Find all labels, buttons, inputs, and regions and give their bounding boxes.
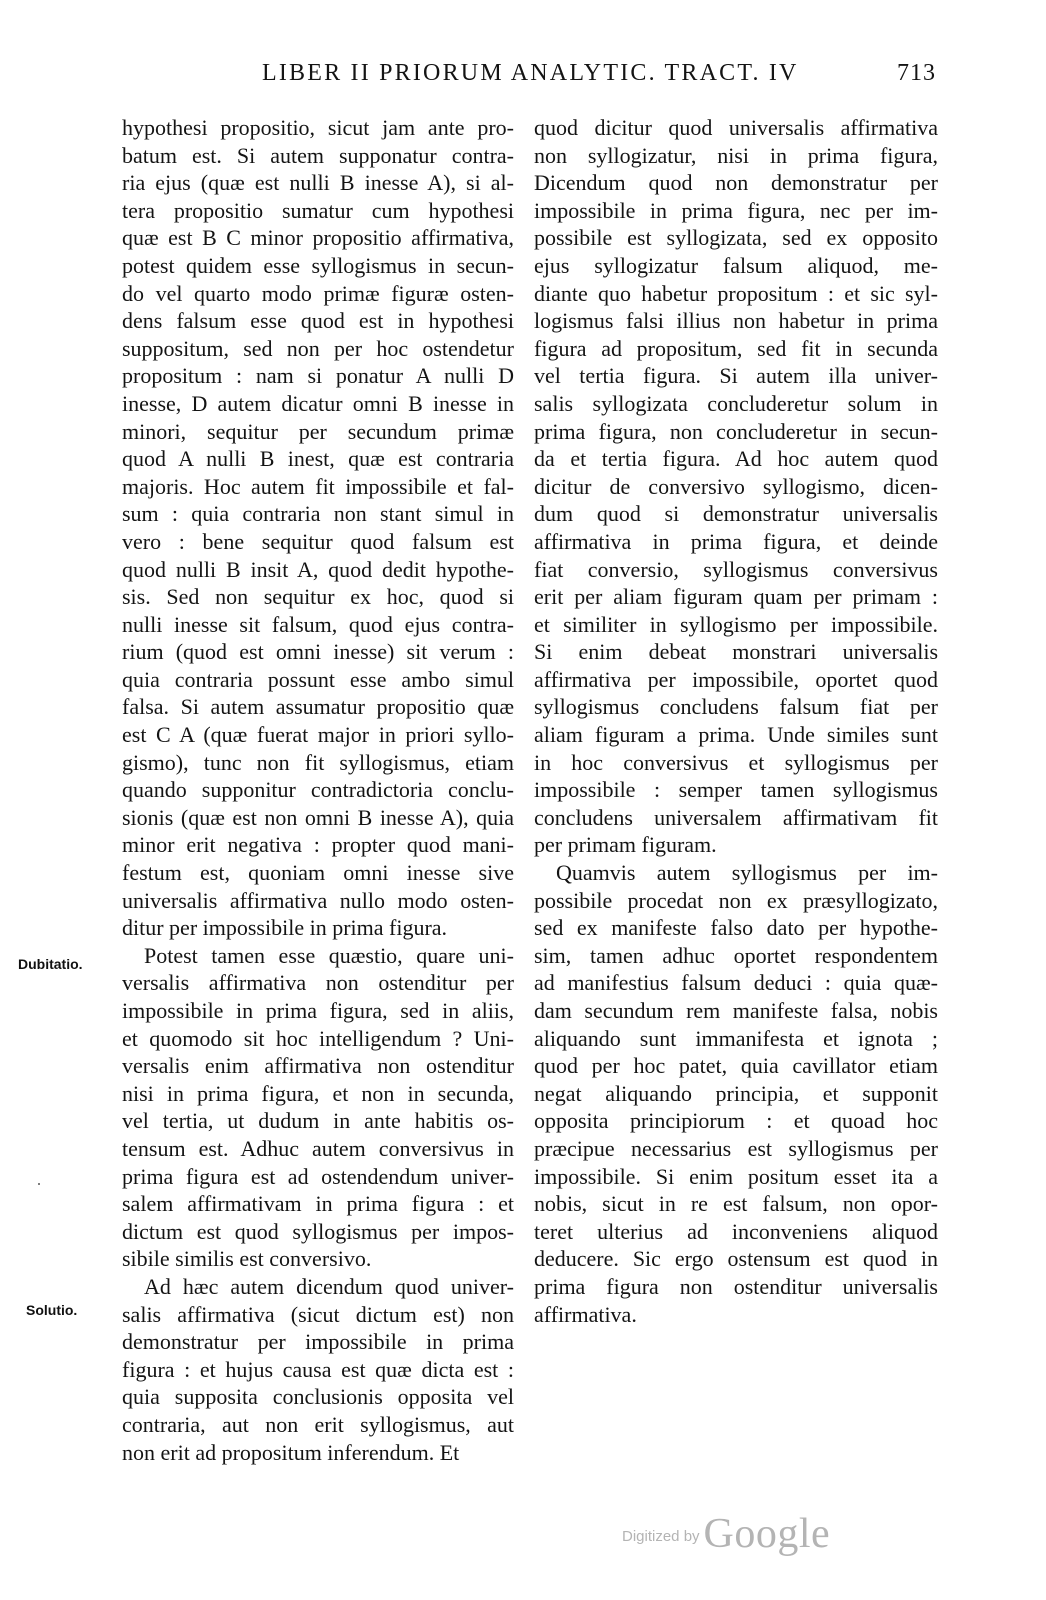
text-line: sum : quia contraria non stant simul in bbox=[122, 501, 514, 527]
text-line: vel tertia figura. Si autem illa univer- bbox=[534, 363, 938, 389]
text-line: per primam figuram. bbox=[534, 832, 717, 858]
text-line: Quamvis autem syllogismus per im- bbox=[556, 860, 938, 886]
text-line: vel tertia, ut dudum in ante habitis os- bbox=[122, 1108, 514, 1134]
text-line: prima figura, non concluderetur in secun- bbox=[534, 418, 938, 444]
text-line: Ad hæc autem dicendum quod univer- bbox=[144, 1273, 514, 1299]
margin-note-solutio: Solutio. bbox=[26, 1302, 78, 1318]
text-line: quod dicitur quod universalis affirmativa bbox=[534, 115, 938, 140]
text-line: batum est. Si autem supponatur contra- bbox=[122, 142, 514, 168]
text-line: inesse, D autem dicatur omni B inesse in bbox=[122, 390, 514, 416]
text-line: propositum : nam si ponatur A nulli D bbox=[122, 363, 514, 389]
right-text-column bbox=[534, 114, 938, 1328]
text-line: figura ad propositum, sed fit in secunda bbox=[534, 335, 938, 361]
text-line: sibile similis est conversivo. bbox=[122, 1246, 372, 1272]
text-line: figura : et hujus causa est quæ dicta est : bbox=[122, 1356, 514, 1382]
text-line: et similiter in syllogismo per impossibile. bbox=[534, 611, 938, 637]
page-number: 713 bbox=[897, 60, 936, 86]
text-line: dictum est quod syllogismus per impos- bbox=[122, 1218, 514, 1244]
text-line: est C A (quæ fuerat major in priori syllo- bbox=[122, 722, 514, 748]
text-line: sim, tamen adhuc oportet respondentem bbox=[534, 942, 938, 968]
text-line: non erit ad propositum inferendum. Et bbox=[122, 1439, 460, 1465]
text-line: universalis affirmativa nullo modo osten- bbox=[122, 887, 514, 913]
text-line: impossibile in prima figura, nec per im- bbox=[534, 197, 938, 223]
text-line: versalis enim affirmativa non ostenditur bbox=[122, 1053, 514, 1079]
text-line: opposita principiorum : et quoad hoc bbox=[534, 1108, 938, 1134]
text-line: contraria, aut non erit syllogismus, aut bbox=[122, 1411, 514, 1437]
text-line: salis affirmativa (sicut dictum est) non bbox=[122, 1301, 514, 1327]
text-line: quod per hoc patet, quia cavillator etiam bbox=[534, 1053, 938, 1079]
text-line: possibile est syllogizata, sed ex opposito bbox=[534, 225, 938, 251]
text-line: ad manifestius falsum deduci : quia quæ- bbox=[534, 970, 938, 996]
text-line: non syllogizatur, nisi in prima figura, bbox=[534, 142, 938, 168]
text-line: nisi in prima figura, et non in secunda, bbox=[122, 1080, 514, 1106]
text-line: dens falsum esse quod est in hypothesi bbox=[122, 308, 514, 334]
text-line: deducere. Sic ergo ostensum est quod in bbox=[534, 1246, 938, 1272]
text-line: sionis (quæ est non omni B inesse A), quia bbox=[122, 804, 514, 830]
text-line: dam secundum rem manifeste falsa, nobis bbox=[534, 998, 938, 1023]
text-line: hypothesi propositio, sicut jam ante pro- bbox=[122, 115, 514, 140]
text-line: affirmativa. bbox=[534, 1301, 637, 1327]
running-title: LIBER II PRIORUM ANALYTIC. TRACT. IV bbox=[262, 60, 799, 86]
text-line: possibile procedat non ex præsyllogizato, bbox=[534, 887, 938, 913]
text-line: tera propositio sumatur cum hypothesi bbox=[122, 197, 514, 223]
text-line: Dicendum quod non demonstratur per bbox=[534, 170, 938, 196]
text-line: nobis, sicut in re est falsum, non opor- bbox=[534, 1191, 938, 1217]
text-line: sed ex manifeste falso dato per hypothe- bbox=[534, 915, 938, 941]
text-line: affirmativa per impossibile, oportet quod bbox=[534, 666, 938, 692]
text-line: impossibile. Si enim positum esset ita a bbox=[534, 1163, 938, 1189]
text-line: ditur per impossibile in prima figura. bbox=[122, 915, 448, 941]
left-text-column bbox=[122, 114, 514, 1466]
text-line: impossibile in prima figura, sed in aliis, bbox=[122, 998, 514, 1023]
text-line: versalis affirmativa non ostenditur per bbox=[122, 970, 514, 996]
text-line: aliam figuram a prima. Unde similes sunt bbox=[534, 722, 938, 748]
text-line: minori, sequitur per secundum primæ bbox=[122, 418, 514, 444]
text-line: concludens universalem affirmativam fit bbox=[534, 804, 938, 830]
watermark-prefix: Digitized by bbox=[622, 1528, 700, 1545]
text-line: falsa. Si autem assumatur propositio quæ bbox=[122, 694, 514, 720]
text-line: potest quidem esse syllogismus in secun- bbox=[122, 252, 514, 278]
text-line: teret ulterius ad inconveniens aliquod bbox=[534, 1218, 938, 1244]
text-line: in hoc conversivus et syllogismus per bbox=[534, 749, 938, 775]
text-line: aliquando sunt immanifesta et ignota ; bbox=[534, 1025, 938, 1051]
text-line: quia supposita conclusionis opposita vel bbox=[122, 1384, 514, 1410]
text-line: do vel quarto modo primæ figuræ osten- bbox=[122, 280, 514, 306]
text-line: nulli inesse sit falsum, quod ejus contra- bbox=[122, 611, 514, 637]
text-line: rium (quod est omni inesse) sit verum : bbox=[122, 639, 514, 665]
text-line: salis syllogizata concluderetur solum in bbox=[534, 390, 938, 416]
text-line: vero : bene sequitur quod falsum est bbox=[122, 528, 514, 554]
digitized-watermark bbox=[622, 1510, 830, 1558]
text-line: salem affirmativam in prima figura : et bbox=[122, 1191, 514, 1217]
text-line: quæ est B C minor propositio affirmativa, bbox=[122, 225, 514, 251]
running-header bbox=[0, 60, 1046, 94]
text-line: quod nulli B insit A, quod dedit hypothe- bbox=[122, 556, 514, 582]
text-line: fiat conversio, syllogismus conversivus bbox=[534, 556, 938, 582]
text-line: festum est, quoniam omni inesse sive bbox=[122, 860, 514, 886]
text-line: suppositum, sed non per hoc ostendetur bbox=[122, 335, 514, 361]
margin-speck bbox=[38, 1183, 40, 1185]
text-line: quando supponitur contradictoria conclu- bbox=[122, 777, 514, 803]
text-line: ejus syllogizatur falsum aliquod, me- bbox=[534, 252, 938, 278]
text-line: prima figura non ostenditur universalis bbox=[534, 1273, 938, 1299]
text-line: quia contraria possunt esse ambo simul bbox=[122, 666, 514, 692]
text-line: ria ejus (quæ est nulli B inesse A), si al- bbox=[122, 170, 514, 196]
margin-note-dubitatio: Dubitatio. bbox=[18, 956, 83, 972]
text-line: logismus falsi illius non habetur in prima bbox=[534, 308, 938, 334]
text-line: diante quo habetur propositum : et sic syl- bbox=[534, 280, 938, 306]
text-line: syllogismus concludens falsum fiat per bbox=[534, 694, 938, 720]
text-line: erit per aliam figuram quam per primam : bbox=[534, 584, 938, 610]
text-line: dicitur de conversivo syllogismo, dicen- bbox=[534, 473, 938, 499]
text-line: prima figura est ad ostendendum univer- bbox=[122, 1163, 514, 1189]
text-line: negat aliquando principia, et supponit bbox=[534, 1080, 938, 1106]
text-line: minor erit negativa : propter quod mani- bbox=[122, 832, 514, 858]
text-line: dum quod si demonstratur universalis bbox=[534, 501, 938, 527]
text-line: quod A nulli B inest, quæ est contraria bbox=[122, 446, 514, 472]
text-line: tensum est. Adhuc autem conversivus in bbox=[122, 1135, 514, 1161]
text-line: et quomodo sit hoc intelligendum ? Uni- bbox=[122, 1025, 514, 1051]
text-line: præcipue necessarius est syllogismus per bbox=[534, 1135, 938, 1161]
text-line: gismo), tunc non fit syllogismus, etiam bbox=[122, 749, 514, 775]
text-line: Potest tamen esse quæstio, quare uni- bbox=[144, 942, 514, 968]
text-line: demonstratur per impossibile in prima bbox=[122, 1329, 514, 1355]
text-line: sis. Sed non sequitur ex hoc, quod si bbox=[122, 584, 514, 610]
text-line: majoris. Hoc autem fit impossibile et fal- bbox=[122, 473, 514, 499]
text-line: da et tertia figura. Ad hoc autem quod bbox=[534, 446, 938, 472]
watermark-logo: Google bbox=[703, 1511, 831, 1557]
text-line: impossibile : semper tamen syllogismus bbox=[534, 777, 938, 803]
text-line: affirmativa in prima figura, et deinde bbox=[534, 528, 938, 554]
text-line: Si enim debeat monstrari universalis bbox=[534, 639, 938, 665]
